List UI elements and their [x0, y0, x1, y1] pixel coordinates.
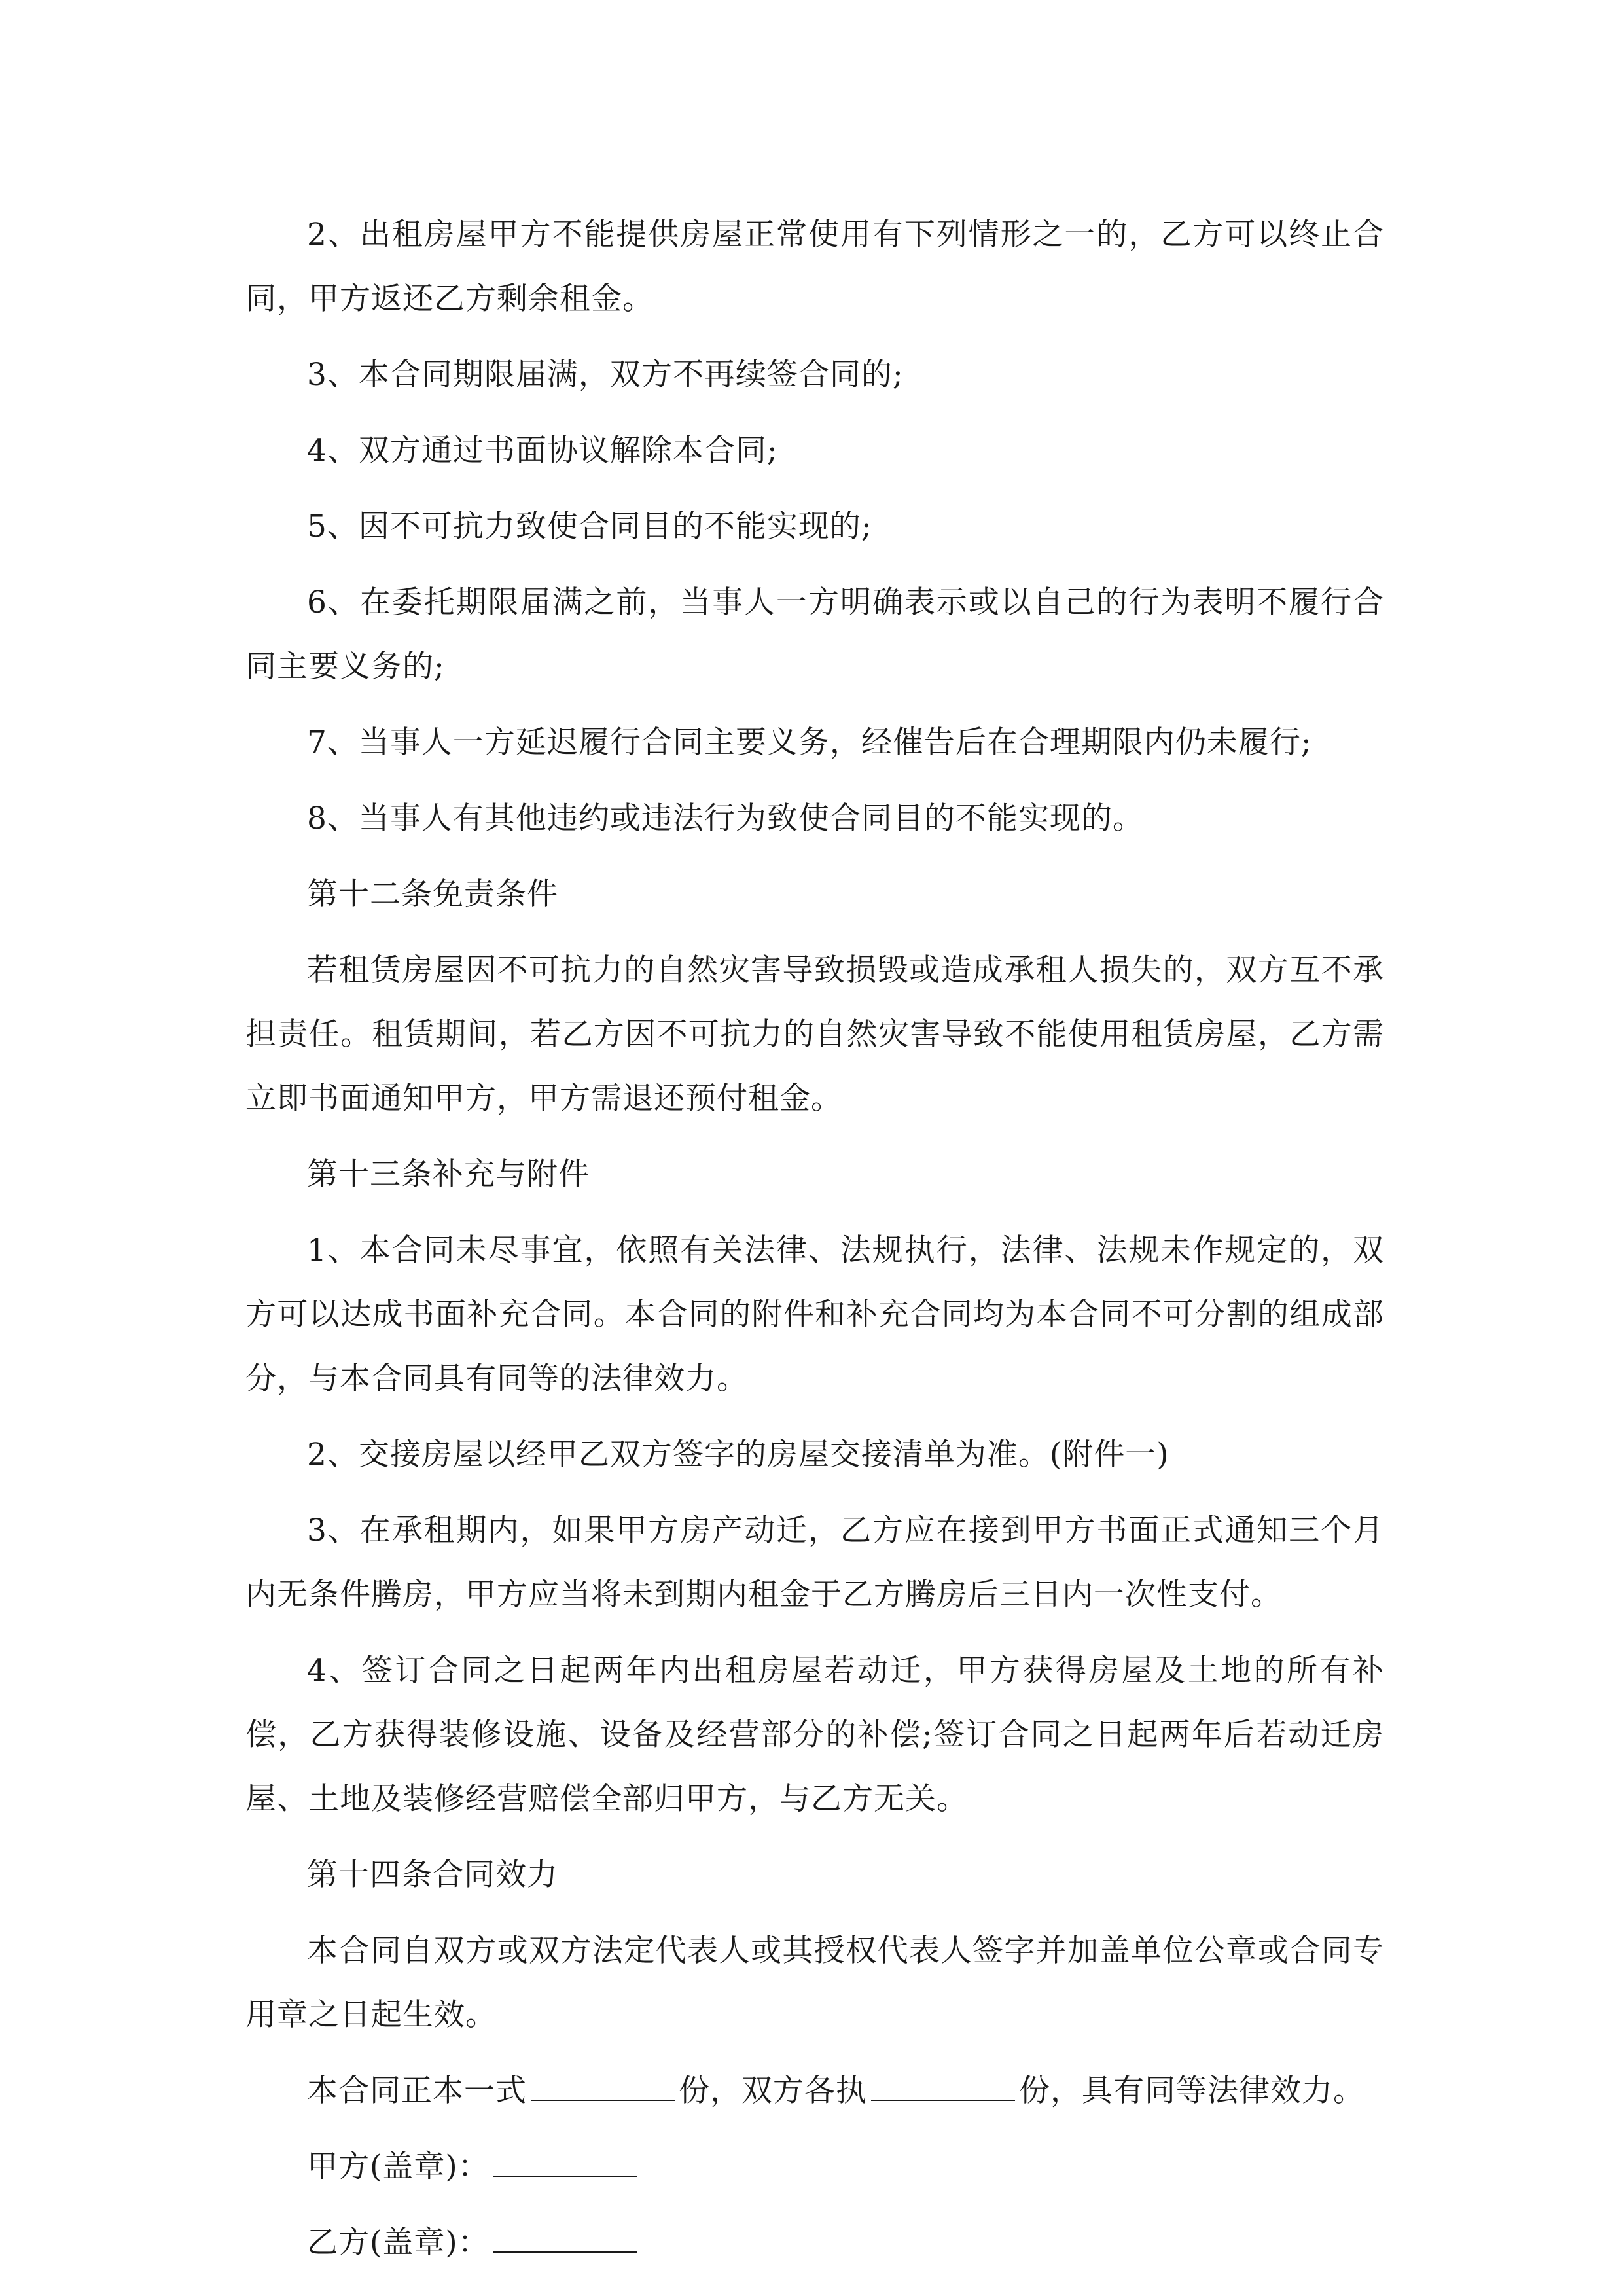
paragraph-clause-13-item-4: 4、签订合同之日起两年内出租房屋若动迁，甲方获得房屋及土地的所有补偿，乙方获得装修设施、设备及经营部分的补偿;签订合同之日起两年后若动迁房屋、土地及装修经营赔偿全部归甲方，与乙方无关。	[245, 1653, 1384, 1817]
document-body	[245, 203, 1384, 2287]
copies-line	[245, 2059, 1384, 2123]
party-a-signature-blank[interactable]	[493, 2145, 637, 2177]
paragraph-clause-12-body: 若租赁房屋因不可抗力的自然灾害导致损毁或造成承租人损失的，双方互不承担责任。租赁期间，若乙方因不可抗力的自然灾害导致不能使用租赁房屋，乙方需立即书面通知甲方，甲方需退还预付租金。	[245, 952, 1384, 1117]
party-b-signature-blank[interactable]	[493, 2221, 637, 2253]
paragraph-clause-11-item-7: 7、当事人一方延迟履行合同主要义务，经催告后在合理期限内仍未履行;	[307, 725, 1312, 761]
copies-text-2: 份，双方各执	[679, 2073, 867, 2109]
heading-clause-12: 第十二条免责条件	[307, 876, 558, 912]
paragraph-clause-11-item-5: 5、因不可抗力致使合同目的不能实现的;	[307, 509, 872, 545]
paragraph-clause-13-item-2: 2、交接房屋以经甲乙双方签字的房屋交接清单为准。(附件一)	[307, 1437, 1169, 1473]
paragraph-clause-11-item-4: 4、双方通过书面协议解除本合同;	[307, 433, 778, 469]
paragraph-clause-11-item-8: 8、当事人有其他违约或违法行为致使合同目的不能实现的。	[307, 800, 1144, 836]
copies-total-blank[interactable]	[531, 2069, 675, 2101]
heading-clause-14: 第十四条合同效力	[307, 1857, 558, 1893]
copies-each-blank[interactable]	[871, 2069, 1015, 2101]
paragraph-clause-11-item-2: 2、出租房屋甲方不能提供房屋正常使用有下列情形之一的，乙方可以终止合同，甲方返还乙方剩余租金。	[245, 217, 1384, 317]
paragraph-clause-13-item-3: 3、在承租期内，如果甲方房产动迁，乙方应在接到甲方书面正式通知三个月内无条件腾房，甲方应当将未到期内租金于乙方腾房后三日内一次性支付。	[245, 1513, 1384, 1613]
heading-clause-13: 第十三条补充与附件	[307, 1157, 590, 1193]
party-b-label: 乙方(盖章)：	[307, 2225, 490, 2261]
copies-text-3: 份，具有同等法律效力。	[1019, 2073, 1364, 2109]
signature-party-a	[245, 2135, 1384, 2199]
signature-party-b	[245, 2211, 1384, 2275]
paragraph-clause-11-item-6: 6、在委托期限届满之前，当事人一方明确表示或以自己的行为表明不履行合同主要义务的;	[245, 584, 1384, 685]
paragraph-clause-14-body: 本合同自双方或双方法定代表人或其授权代表人签字并加盖单位公章或合同专用章之日起生效。	[245, 1933, 1384, 2033]
paragraph-clause-13-item-1: 1、本合同未尽事宜，依照有关法律、法规执行，法律、法规未作规定的，双方可以达成书面补充合同。本合同的附件和补充合同均为本合同不可分割的组成部分，与本合同具有同等的法律效力。	[245, 1232, 1384, 1397]
party-a-label: 甲方(盖章)：	[307, 2149, 490, 2185]
copies-text-1: 本合同正本一式	[307, 2073, 527, 2109]
paragraph-clause-11-item-3: 3、本合同期限届满，双方不再续签合同的;	[307, 357, 904, 393]
